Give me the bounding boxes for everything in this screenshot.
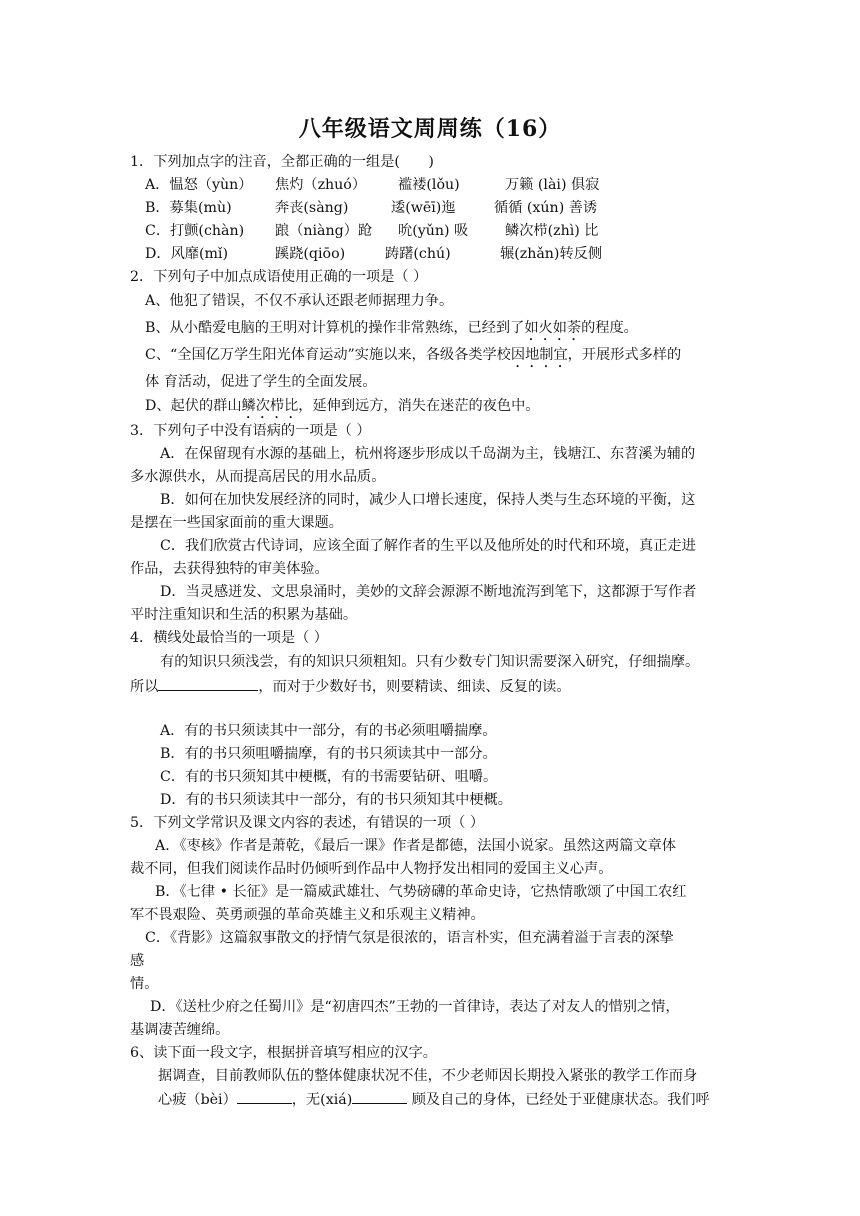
q5-option-c-line3: 情。 [130, 976, 159, 992]
q6-blank-xia[interactable] [352, 1089, 407, 1104]
q2-option-c-line1: C、“全国亿万学生阳光体育运动”实施以来，各级各类学校因地制宜，开展形式多样的 [145, 347, 682, 363]
q1-b-col3: 逶(wēī)迤 [391, 200, 456, 216]
q4-stem: 4．横线处最恰当的一项是（ ） [130, 630, 328, 646]
q5-option-d-line1: D．《送杜少府之任蜀川》是“初唐四杰”王勃的一首律诗，表达了对友人的惜别之情， [150, 999, 680, 1015]
q5-option-c-line1: C．《背影》这篇叙事散文的抒情气氛是很浓的，语言朴实，但充满着溢于言表的深挚 [145, 930, 674, 946]
q3-option-c-line1: C．我们欣赏古代诗词，应该全面了解作者的生平以及他所处的时代和环境，真正走进 [160, 538, 696, 554]
q3-option-d-line1: D．当灵感迸发、文思泉涌时，美妙的文辞会源源不断地流泻到笔下，这都源于写作者 [160, 584, 697, 600]
q4-option-d: D．有的书只须读其中一部分，有的书只须知其中梗概。 [160, 792, 512, 808]
q5-option-a-line2: 裁不同，但我们阅读作品时仍倾听到作品中人物抒发出相同的爱国主义心声。 [130, 861, 613, 877]
q1-stem: 1．下列加点字的注音，全都正确的一组是( ) [130, 154, 434, 170]
q4-option-a: A．有的书只须读其中一部分，有的书必须咀嚼揣摩。 [160, 723, 497, 739]
q3-option-b-line2: 是摆在一些国家面前的重大课题。 [130, 515, 343, 531]
q1-c-col4: 鳞次栉(zhì) 比 [505, 223, 599, 239]
q2-dotted-idiom-d: 鳞次栉比 [241, 398, 299, 414]
q1-a-col3: 褴褛(lǒu) [398, 177, 460, 193]
q5-stem: 5．下列文学常识及课文内容的表述，有错误的一项（ ） [130, 815, 485, 831]
q1-c-col2: 踉（niàng）跄 [275, 223, 373, 239]
q2-option-c-line2: 体 育活动，促进了学生的全面发展。 [145, 374, 377, 390]
q1-b-col4: 循循 (xún) 善诱 [494, 200, 598, 216]
q1-b-col2: 奔丧(sàng) [275, 200, 349, 216]
q3-option-d-line2: 平时注重知识和生活的积累为基础。 [130, 607, 358, 623]
q2-option-a: A、他犯了错误，不仅不承认还跟老师据理力争。 [145, 293, 454, 309]
q6-passage-line2: 心疲（bèi） ，无(xiá) 顾及自己的身体，已经处于亚健康状态。我们呼 [158, 1089, 710, 1110]
q3-option-b-line1: B．如何在加快发展经济的同时，减少人口增长速度，保持人类与生态环境的平衡，这 [160, 492, 696, 508]
q5-option-d-line2: 基调凄苦缠绵。 [130, 1022, 230, 1038]
q2-option-d: D、起伏的群山鳞次栉比，延伸到远方，消失在迷茫的夜色中。 [145, 398, 540, 414]
q4-passage-line2: 所以 ，而对于少数好书，则要精读、细读、反复的读。 [130, 676, 571, 697]
q5-option-b-line1: B．《七律 • 长征》是一篇威武雄壮、气势磅礴的革命史诗，它热情歌颂了中国工农红 [155, 884, 687, 900]
q1-d-col3: 踌躇(chú) [385, 246, 451, 262]
q1-d-col1: D．风靡(mǐ) [145, 246, 228, 262]
q6-stem: 6、读下面一段文字，根据拼音填写相应的汉字。 [130, 1045, 437, 1061]
q1-a-col2: 焦灼（zhuó） [275, 177, 367, 193]
q5-option-b-line2: 军不畏艰险、英勇顽强的革命英雄主义和乐观主义精神。 [130, 907, 485, 923]
q6-blank-bei[interactable] [237, 1089, 292, 1104]
q1-a-col4: 万籁 (lài) 俱寂 [505, 177, 600, 193]
q2-stem: 2．下列句子中加点成语使用正确的一项是（ ） [130, 269, 428, 285]
q1-d-col4: 辗(zhǎn)转反侧 [500, 246, 603, 262]
q4-passage-line1: 有的知识只须浅尝，有的知识只须粗知。只有少数专门知识需要深入研究，仔细揣摩。 [160, 654, 700, 670]
q3-option-a-line1: A．在保留现有水源的基础上，杭州将逐步形成以千岛湖为主，钱塘江、东苕溪为辅的 [160, 446, 696, 462]
q1-a-col1: A．愠怒（yùn） [145, 177, 253, 193]
q2-dotted-idiom-b: 如火如荼 [524, 320, 582, 336]
page-title: 八年级语文周周练（16） [298, 116, 562, 142]
q1-d-col2: 蹊跷(qiōo) [275, 246, 346, 262]
q2-dotted-idiom-c: 因地制宜 [510, 347, 568, 363]
q1-b-col1: B．募集(mù) [145, 200, 232, 216]
q4-option-b: B．有的书只须咀嚼揣摩，有的书只须读其中一部分。 [160, 746, 497, 762]
q1-c-col1: C．打颤(chàn) [145, 223, 245, 239]
q5-option-c-line2: 感 [130, 953, 145, 969]
q6-passage-line1: 据调查，目前教师队伍的整体健康状况不佳，不少老师因长期投入紧张的教学工作而身 [158, 1068, 698, 1084]
q4-option-c: C．有的书只须知其中梗概，有的书需要钻研、咀嚼。 [160, 769, 498, 785]
q4-answer-blank[interactable] [158, 676, 258, 691]
q2-option-b: B、从小酷爱电脑的王明对计算机的操作非常熟练，已经到了如火如荼的程度。 [145, 320, 638, 336]
q3-stem: 3．下列句子中没有语病的一项是（ ） [130, 423, 371, 439]
q5-option-a-line1: A．《枣核》作者是萧乾，《最后一课》作者是都德，法国小说家。虽然这两篇文章体 [155, 838, 676, 854]
q1-c-col3: 吮(yǔn) 吸 [398, 223, 469, 239]
q3-option-c-line2: 作品，去获得独特的审美体验。 [130, 561, 329, 577]
q3-option-a-line2: 多水源供水，从而提高居民的用水品质。 [130, 469, 386, 485]
